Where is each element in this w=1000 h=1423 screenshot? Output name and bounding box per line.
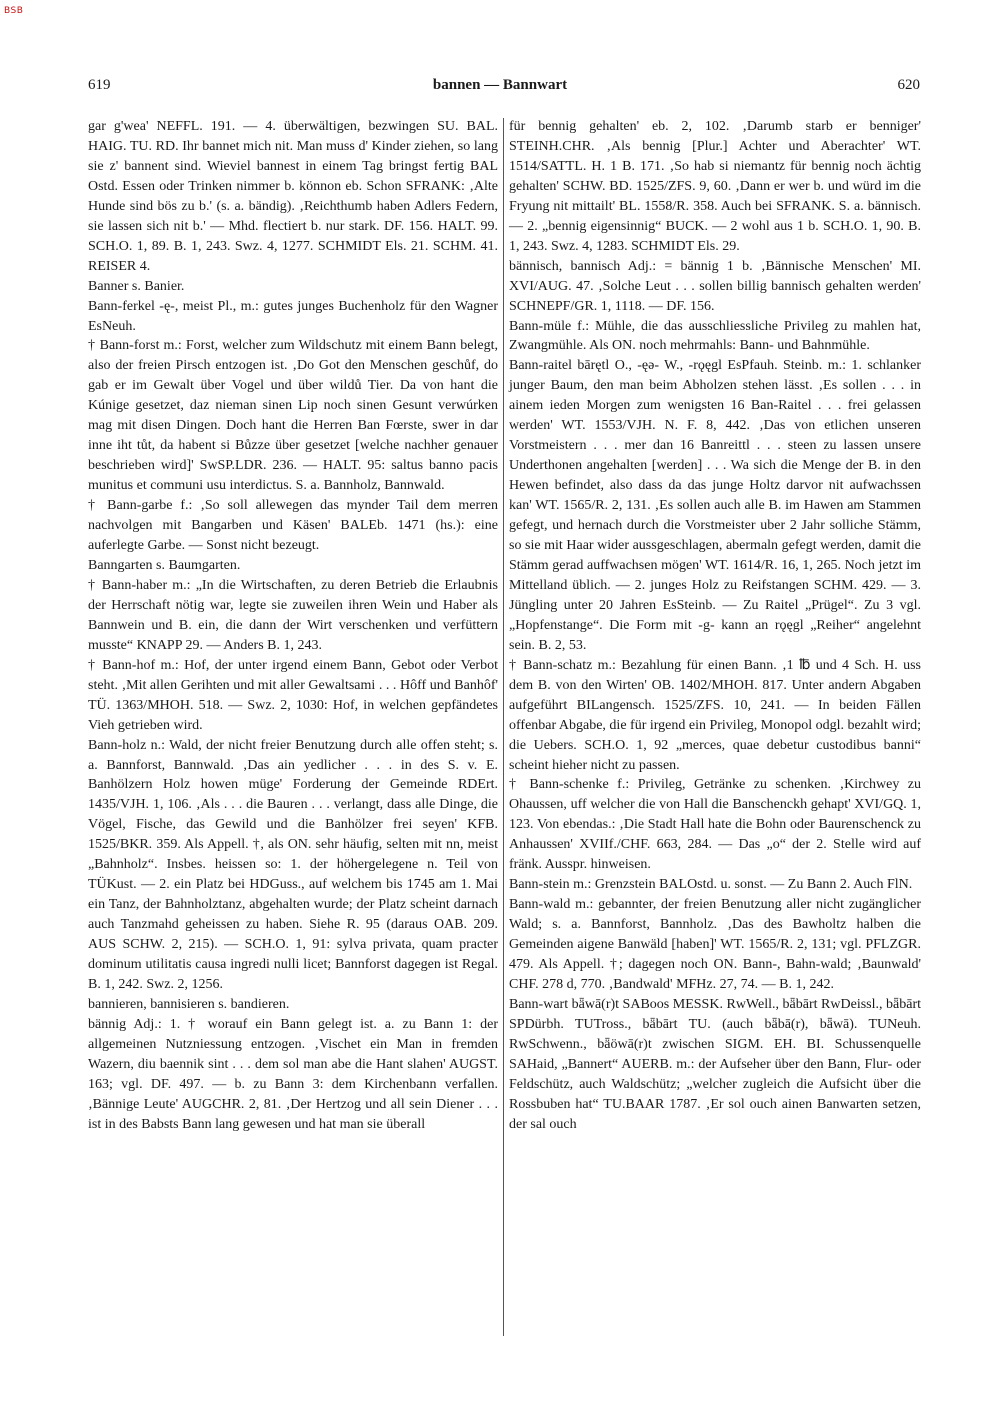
left-column <box>88 117 498 1135</box>
entry-bannen-continued: gar g'wea' NEFFL. 191. — 4. überwältigen, bezwingen SU. BAL. HAIG. TU. RD. Ihr bannet mich nit. Man muss d' Kinder ziehen, so lang sie z' bannent sind. Wieviel bannest in einem Tag bringst fertig BAL Ostd. Essen oder Trinken nimmer b. könnon eb. Schon SFRANK: ‚Alte Hunde sind bös zu b.' (s. a. bändig). ‚Reichthumb haben Adlers Federn, sie lassen sich nit b.' — Mhd. flectiert b. nur stark. DF. 156. HALT. 99. SCH.O. 1, 89. B. 1, 243. Swz. 4, 1277. SCHMIDT Els. 21. SCHM. 41. REISER 4. <box>88 119 498 274</box>
entry-banner: Banner s. Banier. <box>88 278 185 294</box>
entry-baennig: bännig Adj.: 1. † worauf ein Bann gelegt ist. a. zu Bann 1: der allgemeinen Nutzniessung entzogen. ‚Vischet ein Man in fremden Wazern, diu baennik sint . . . dem sol man abe die Hant slahen' AUGST. 163; vgl. DF. 497. — b. zu Bann 3: dem Kirchenbann verfallen. ‚Bännige Leute' AUGCHR. 2, 81. ‚Der Hertzog und all sein Diener . . . ist in des Babsts Bann lang gewesen und hat man sie überall <box>88 1016 498 1132</box>
entry-bann-wald: Bann-wald m.: gebannter, der freien Benutzung aller nicht zugänglicher Wald; s. a. Bannforst, Bannholz. ‚Das des Bawholtz halben die Gemeinden aigene Banwäld [haben]' WT. 1565/R. 2, 131; vgl. PFLZGR. 479. Als Appell. †; dagegen noch ON. Bann-, Bahn-wald; ‚Baunwald' CHF. 278 d, 770. ‚Bandwald' MFHz. 27, 74. — B. 1, 242. <box>509 897 921 992</box>
entry-bann-forst: † Bann-forst m.: Forst, welcher zum Wildschutz mit einem Bann belegt, also der freien Pirsch entzogen ist. ‚Do Got den Menschen geschůf, do gab er im Gewalt über Vogel und über wildů Tier. Da von hant die Kúnige gesetzet, daz nieman sinen Lip noch sinen Gesunt verwúrken mag mit disen Dingen. Doch hant die Herren Ban Fœrste, swer in dar inne iht tůt, da habent si Bůzze über gesetzet [welche nachher genauer beschrieben wird]' SwSP.LDR. 236. — HALT. 95: saltus banno pacis munitus et communi usu interdictus. S. a. Bannholz, Bannwald. <box>88 338 498 494</box>
entry-bann-haber: † Bann-haber m.: „In die Wirtschaften, zu deren Betrieb die Erlaubnis der Herrschaft nötig war, legte sie zuweilen ihren Wein und Haber als Bannwein und B. ein, die dann der Wirt verschenken und verfüttern musste“ KNAPP 29. — Anders B. 1, 243. <box>88 577 498 653</box>
page-number-left: 619 <box>88 77 111 93</box>
entry-banngarten: Banngarten s. Baumgarten. <box>88 557 241 573</box>
entry-bann-schenke: † Bann-schenke f.: Privileg, Getränke zu schenken. ‚Kirchwey zu Ohaussen, uff welcher die von Hall die Banschenckh gehapt' XVI/GQ. 1, 123. Von ebendas.: ‚Die Stadt Hall hate die Bohn oder Baurenschenck zu Anhaussen' XVIIf./CHF. 663, 284. — Das „o“ der 2. Stelle wird auf fränk. Ausspr. hinweisen. <box>509 777 921 873</box>
entry-bann-raitel: Bann-raitel bārętl O., -ęə- W., -rǫęgl EsPfauh. Steinb. m.: 1. schlanker junger Baum, den man beim Abholzen stehen lässt. ‚Es sollen . . . in ainem ieden Morgen zum wenigsten 16 Ban-Raitel . . . frei gelassen werden' WT. 1553/VJH. N. F. 8, 442. ‚Das von etlichen unseren Vorstmeistern . . . mer dan 16 Banreittl . . . steen zu lassen unsere Underthonen angehalten [werden] . . . Wa sich die Menge der B. in den Hewen befindet, also dass da das junge Holtz darvor nit aufwachssen kan' WT. 1565/R. 2, 131. ‚Es sollen auch alle B. im Hawen am Stammen gefegt, und hernach durch die Vorstmeister uber 2 Jahr solliche Stämm, so sie mit Haar wider aussgeschlagen, abermaln gefegt werden, damit die Stämm gerad auffwachsen mögen' WT. 1614/R. 16, 1, 265. Noch jetzt im Mittelland üblich. — 2. junges Holz zu Reifstangen SCHM. 429. — 3. Jüngling unter 20 Jahren EsSteinb. — Zu Raitel „Prügel“. Zu 3 vgl. „Hopfenstange“. Die Form mit -g- kann an rǫęgl „Reiher“ angelehnt sein. B. 2, 53. <box>509 358 921 653</box>
entry-bann-garbe: † Bann-garbe f.: ‚So soll allewegen das mynder Tail dem merren nachvolgen mit Bangarben und Käsen' BALEb. 1471 (hs.): eine auferlegte Garbe. — Sonst nicht bezeugt. <box>88 498 498 554</box>
entry-bann-stein: Bann-stein m.: Grenzstein BALOstd. u. sonst. — Zu Bann 2. Auch FlN. <box>509 877 913 893</box>
entry-bann-hof: † Bann-hof m.: Hof, der unter irgend einem Bann, Gebot oder Verbot steht. ‚Mit allen Gerihten und mit aller Gewaltsami . . . Hôff und Banhôf' TÜ. 1363/MHOH. 518. — Swz. 2, 1030: Hof, in welchen gepfändetes Vieh getrieben wird. <box>88 657 498 733</box>
page-number-right: 620 <box>897 77 920 93</box>
entry-bann-holz: Bann-holz n.: Wald, der nicht freier Benutzung durch alle offen steht; s. a. Bannforst, Bannwald. ‚Das ain yedlicher . . . in des S. v. E. Banhölzern Holz howen müge' Forderung der Gemeinde RDErt. 1435/VJH. 1, 106. ‚Als . . . die Bauren . . . verlangt, dass alle Dinge, die Vögel, Fische, das Gewild und die Banhölzer frei seyen' KFB. 1525/BKR. 359. Als Appell. †, als ON. sehr häufig, selten mit nn, meist „Bahnholz“. Insbes. heissen so: 1. der höhergelegene n. Teil von TÜKust. — 2. ein Platz bei HDGuss., auf welchem bis 1745 am 1. Mai ein Tanz, der Bahnholztanz, abgehalten wurde; der Platz scheint darnach auch Tanzmahd geheissen zu haben. Siehe R. 95 (daraus OAB. 209. AUS SCHW. 2, 215). — SCH.O. 1, 91: sylva privata, quam practer dominum utilitatis causa ingredi nulli licet; Bannforst dagegen ist Regal. B. 1, 242. Swz. 2, 1256. <box>88 737 498 992</box>
right-column <box>509 117 921 1135</box>
entry-baennisch: bännisch, bannisch Adj.: = bännig 1 b. ‚Bännische Menschen' MI. XVI/AUG. 47. ‚Solche Leut . . . sollen billig bannisch gehalten werden' SCHNEPF/GR. 1, 1118. — DF. 156. <box>509 258 921 314</box>
entry-bannieren: bannieren, bannisieren s. bandieren. <box>88 996 290 1012</box>
running-head: bannen — Bannwart <box>432 77 568 93</box>
entry-baennig-continued: für bennig gehalten' eb. 2, 102. ‚Darumb starb er benniger' STEINH.CHR. ‚Als bennig [Plur.] Achter und Aberachter' WT. 1514/SATTL. H. 1 B. 171. ‚So hab si niemantz für bennig noch ächtig gehalten' SCHW. BD. 1525/ZFS. 9, 60. ‚Dann er wer b. und würd im die Fryung nit mittailt' BL. 1558/R. 358. Auch bei SFRANK. S. a. bännisch. — 2. „bennig eigensinnig“ BUCK. — 2 wohl aus 1 b. SCH.O. 1, 90. B. 1, 243. Swz. 4, 1283. SCHMIDT Els. 29. <box>509 119 921 254</box>
entry-bann-schatz: † Bann-schatz m.: Bezahlung für einen Bann. ‚1 ℔ und 4 Sch. H. uss dem B. von den Wirten' OB. 1402/MHOH. 817. Unter andern Abgaben aufgeführt BILangensch. 1525/ZFS. 10, 241. — In beiden Fällen offenbar Abgabe, die für irgend ein Privileg, Monopol odgl. bezahlt wird; die Uebers. SCH.O. 1, 92 „merces, quae debetur custodibus banni“ scheint hieher nicht zu passen. <box>509 657 922 773</box>
entry-bann-wart: Bann-wart bǟwā(r)t SABoos MESSK. RwWell., bǟbārt RwDeissl., bǟbārt SPDürbh. TUTross., bǟbārt TU. (auch bǟbā(r), bǟwā). TUNeuh. RwSchwenn., bǟöwā(r)t zwischen SIGM. EH. BI. Schussenquelle SAHaid, „Bannert“ AUERB. m.: der Aufseher über den Bann, Flur- oder Feldschütz, auch Waldschütz; „welcher zugleich die Aufsicht über die Rossbuben hat“ TU.BAAR 1787. ‚Er sol ouch ainen Banwarten setzen, der sal ouch <box>509 996 921 1132</box>
entry-bann-muele: Bann-müle f.: Mühle, die das ausschliessliche Privileg zu mahlen hat, Zwangmühle. Als ON. noch mehrmahls: Bann- und Bahnmühle. <box>509 318 921 354</box>
entry-bann-ferkel: Bann-ferkel -ę-, meist Pl., m.: gutes junges Buchenholz für den Wagner EsNeuh. <box>88 298 498 334</box>
library-watermark: BSB <box>4 6 24 16</box>
column-divider <box>503 118 504 1336</box>
